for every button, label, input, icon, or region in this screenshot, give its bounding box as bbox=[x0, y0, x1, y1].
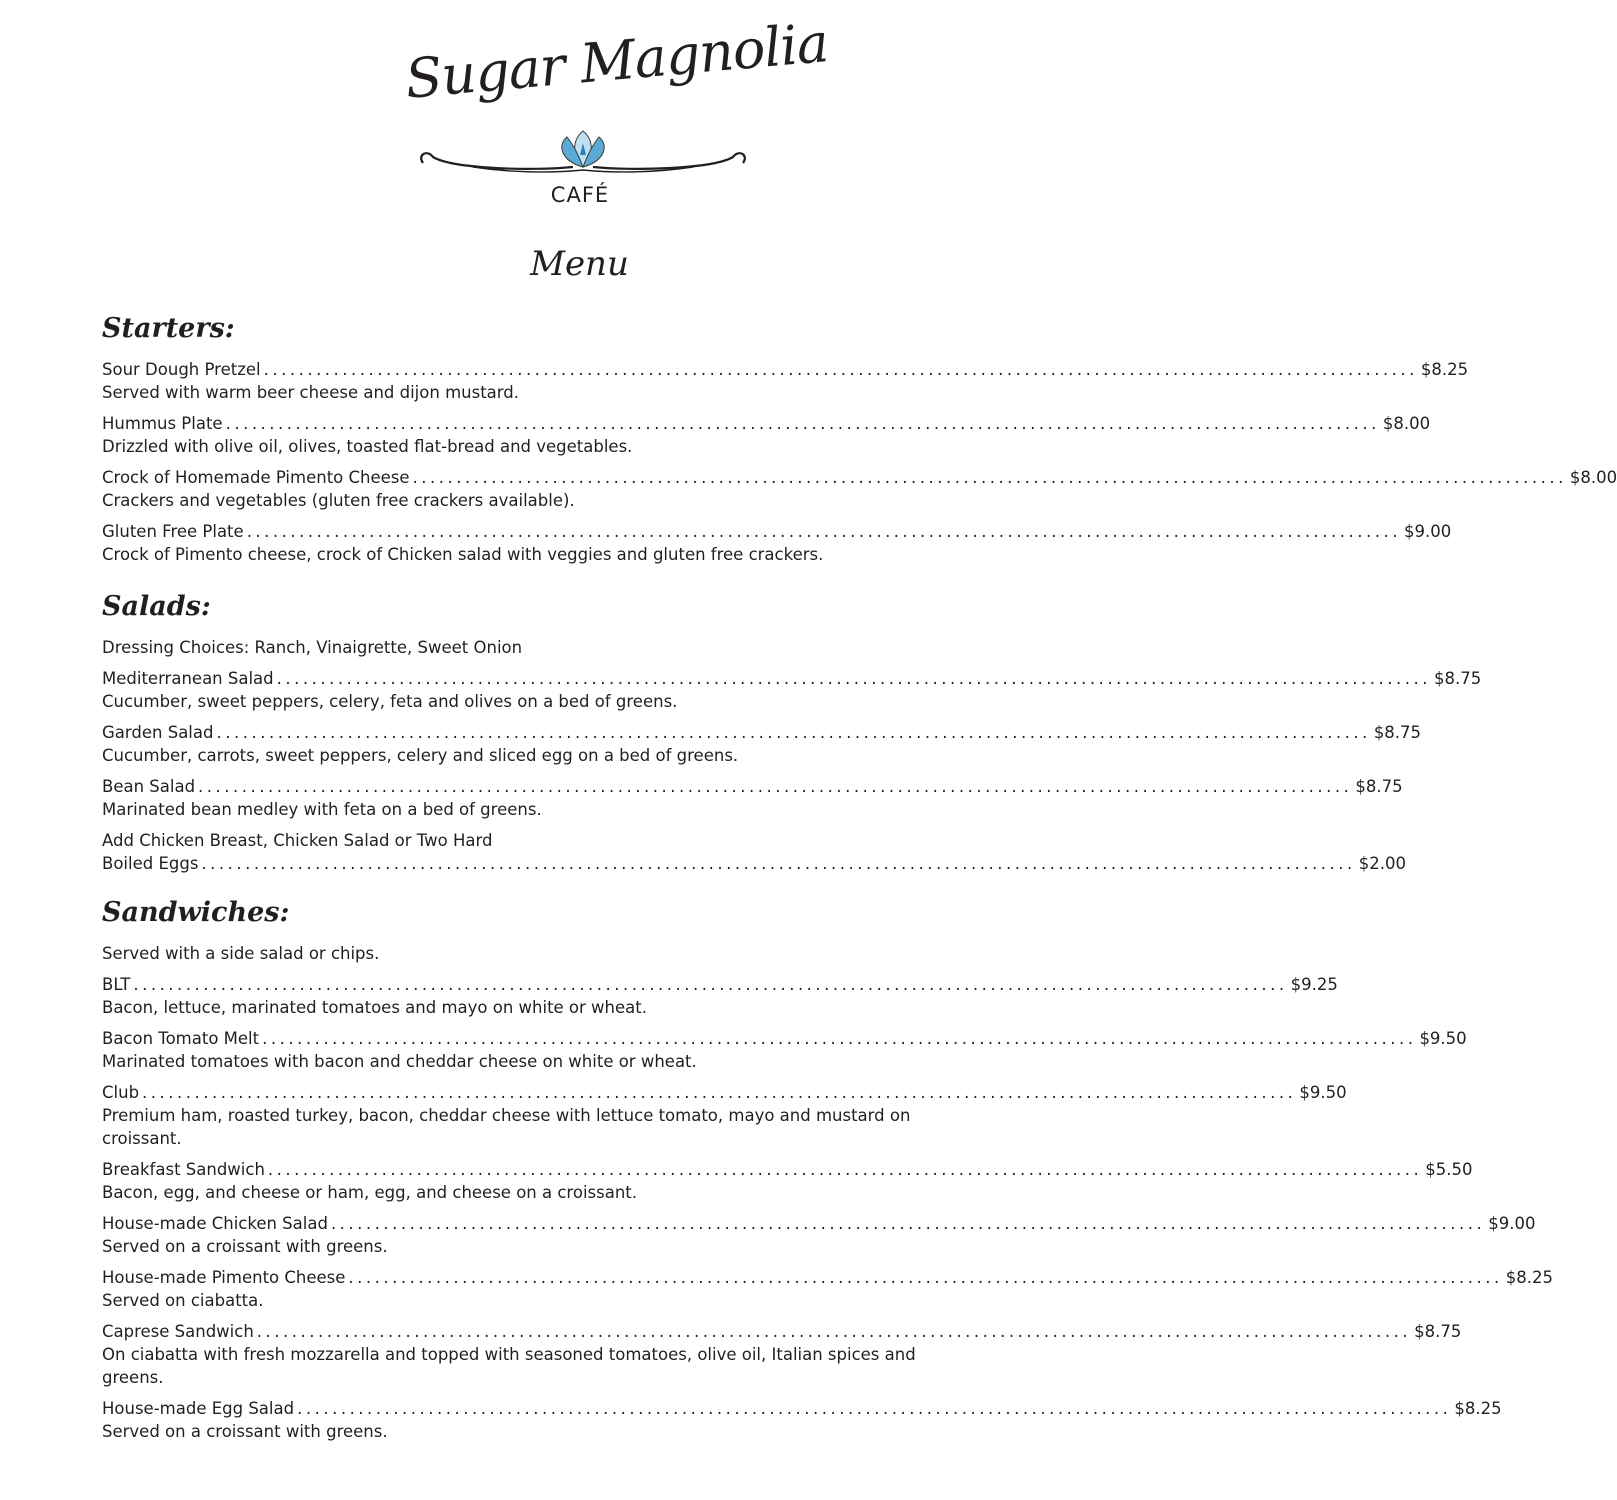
menu-item bbox=[102, 973, 1338, 1019]
item-description: Served with warm beer cheese and dijon mustard. bbox=[102, 383, 519, 402]
item-description: Served on a croissant with greens. bbox=[102, 1422, 388, 1441]
dot-leader: .................................................................................................................................... bbox=[256, 1322, 1412, 1341]
item-price: $8.25 bbox=[1454, 1399, 1502, 1418]
item-description: Bacon, lettuce, marinated tomatoes and mayo on white or wheat. bbox=[102, 998, 647, 1017]
item-name: Bean Salad bbox=[102, 777, 196, 796]
dressing-label: Dressing Choices: bbox=[102, 638, 250, 657]
dot-leader: .................................................................................................................................... bbox=[142, 1083, 1297, 1102]
cafe-logo bbox=[395, 11, 831, 218]
dot-leader: .................................................................................................................................... bbox=[348, 1268, 1503, 1287]
dressing-options: Ranch, Vinaigrette, Sweet Onion bbox=[254, 638, 523, 657]
item-name: Breakfast Sandwich bbox=[102, 1160, 265, 1179]
section-starters bbox=[102, 312, 1617, 566]
section-salads bbox=[102, 590, 1482, 875]
section-heading-sandwiches: Sandwiches: bbox=[102, 897, 290, 928]
menu-item bbox=[102, 1081, 1347, 1150]
item-name: Caprese Sandwich bbox=[102, 1322, 254, 1341]
item-price: $8.00 bbox=[1382, 414, 1431, 433]
menu-item bbox=[102, 412, 1431, 458]
menu-item bbox=[102, 358, 1469, 404]
menu-title: Menu bbox=[530, 244, 629, 284]
dot-leader: .................................................................................................................................... bbox=[225, 414, 1380, 433]
addon-line1: Add Chicken Breast, Chicken Salad or Two Hard bbox=[102, 831, 493, 850]
item-name: House-made Chicken Salad bbox=[102, 1214, 328, 1233]
sandwiches-note: Served with a side salad or chips. bbox=[102, 944, 380, 963]
dressing-choices bbox=[102, 636, 1057, 659]
menu-item bbox=[102, 1158, 1473, 1204]
item-name: Crock of Homemade Pimento Cheese bbox=[102, 468, 410, 487]
menu-item bbox=[102, 721, 1422, 767]
item-price: $9.00 bbox=[1404, 522, 1452, 541]
dot-leader: .................................................................................................................................... bbox=[133, 975, 1288, 994]
menu-item bbox=[102, 466, 1617, 512]
dot-leader: .................................................................................................................................... bbox=[262, 1029, 1417, 1048]
item-description: Marinated tomatoes with bacon and cheddar cheese on white or wheat. bbox=[102, 1052, 697, 1071]
dot-leader: .................................................................................................................................... bbox=[330, 1214, 1486, 1233]
menu-item bbox=[102, 520, 1452, 566]
item-description: Served on a croissant with greens. bbox=[102, 1237, 388, 1256]
item-description: Crock of Pimento cheese, crock of Chicken salad with veggies and gluten free crackers. bbox=[102, 545, 824, 564]
item-name: Sour Dough Pretzel bbox=[102, 360, 261, 379]
menu-item bbox=[102, 1027, 1467, 1073]
menu-item bbox=[102, 775, 1403, 821]
starters-list bbox=[102, 358, 1617, 566]
item-description: Marinated bean medley with feta on a bed of greens. bbox=[102, 800, 542, 819]
item-name: Club bbox=[102, 1083, 140, 1102]
dot-leader: .................................................................................................................................... bbox=[198, 777, 1353, 796]
item-price: $8.75 bbox=[1433, 669, 1482, 688]
item-name: House-made Pimento Cheese bbox=[102, 1268, 346, 1287]
item-description: Cucumber, sweet peppers, celery, feta and olives on a bed of greens. bbox=[102, 692, 678, 711]
item-name: BLT bbox=[102, 975, 131, 994]
item-price: $5.50 bbox=[1425, 1160, 1473, 1179]
dot-leader: .................................................................................................................................... bbox=[412, 468, 1567, 487]
magnolia-flower-icon bbox=[413, 143, 753, 183]
section-heading-starters: Starters: bbox=[102, 313, 235, 344]
item-description: Drizzled with olive oil, olives, toasted flat-bread and vegetables. bbox=[102, 437, 633, 456]
item-price: $9.50 bbox=[1419, 1029, 1467, 1048]
item-name: Bacon Tomato Melt bbox=[102, 1029, 260, 1048]
dot-leader: .................................................................................................................................... bbox=[297, 1399, 1452, 1418]
item-description: Premium ham, roasted turkey, bacon, cheddar cheese with lettuce tomato, mayo and mustard on croissant. bbox=[102, 1106, 911, 1148]
item-name: Mediterranean Salad bbox=[102, 669, 274, 688]
logo-subtitle: CAFÉ bbox=[550, 183, 610, 207]
menu-item bbox=[102, 667, 1482, 713]
item-name: Gluten Free Plate bbox=[102, 522, 244, 541]
dot-leader: .................................................................................................................................... bbox=[246, 522, 1402, 541]
item-price: $8.25 bbox=[1420, 360, 1469, 379]
menu-item bbox=[102, 1266, 1553, 1312]
section-sandwiches bbox=[102, 896, 1553, 1443]
item-name: Hummus Plate bbox=[102, 414, 223, 433]
item-price: $9.25 bbox=[1290, 975, 1338, 994]
item-description: Crackers and vegetables (gluten free crackers available). bbox=[102, 491, 575, 510]
logo-wordmark: Sugar Magnolia bbox=[402, 11, 831, 111]
item-description: Cucumber, carrots, sweet peppers, celery and sliced egg on a bed of greens. bbox=[102, 746, 739, 765]
section-heading-salads: Salads: bbox=[102, 591, 211, 622]
dot-leader: .................................................................................................................................... bbox=[216, 723, 1371, 742]
item-price: $8.25 bbox=[1505, 1268, 1553, 1287]
item-price: $8.75 bbox=[1355, 777, 1403, 796]
item-name: Garden Salad bbox=[102, 723, 214, 742]
dot-leader: .................................................................................................................................... bbox=[267, 1160, 1423, 1179]
item-description: Bacon, egg, and cheese or ham, egg, and cheese on a croissant. bbox=[102, 1183, 638, 1202]
menu-item bbox=[102, 1320, 1462, 1389]
item-price: $9.00 bbox=[1488, 1214, 1536, 1233]
item-price: $8.00 bbox=[1569, 468, 1617, 487]
item-price: $9.50 bbox=[1299, 1083, 1347, 1102]
item-price: $8.75 bbox=[1414, 1322, 1462, 1341]
addon-price: $2.00 bbox=[1358, 854, 1406, 873]
addon-item bbox=[102, 829, 1406, 875]
item-name: House-made Egg Salad bbox=[102, 1399, 295, 1418]
menu-item bbox=[102, 1397, 1502, 1443]
item-description: On ciabatta with fresh mozzarella and topped with seasoned tomatoes, olive oil, Italian spices and greens. bbox=[102, 1345, 916, 1387]
item-price: $8.75 bbox=[1373, 723, 1422, 742]
addon-line2: Boiled Eggs bbox=[102, 854, 199, 873]
dot-leader: .................................................................................................................................... bbox=[201, 854, 1356, 873]
dot-leader: .................................................................................................................................... bbox=[263, 360, 1418, 379]
dot-leader: .................................................................................................................................... bbox=[276, 669, 1431, 688]
menu-item bbox=[102, 1212, 1536, 1258]
item-description: Served on ciabatta. bbox=[102, 1291, 264, 1310]
